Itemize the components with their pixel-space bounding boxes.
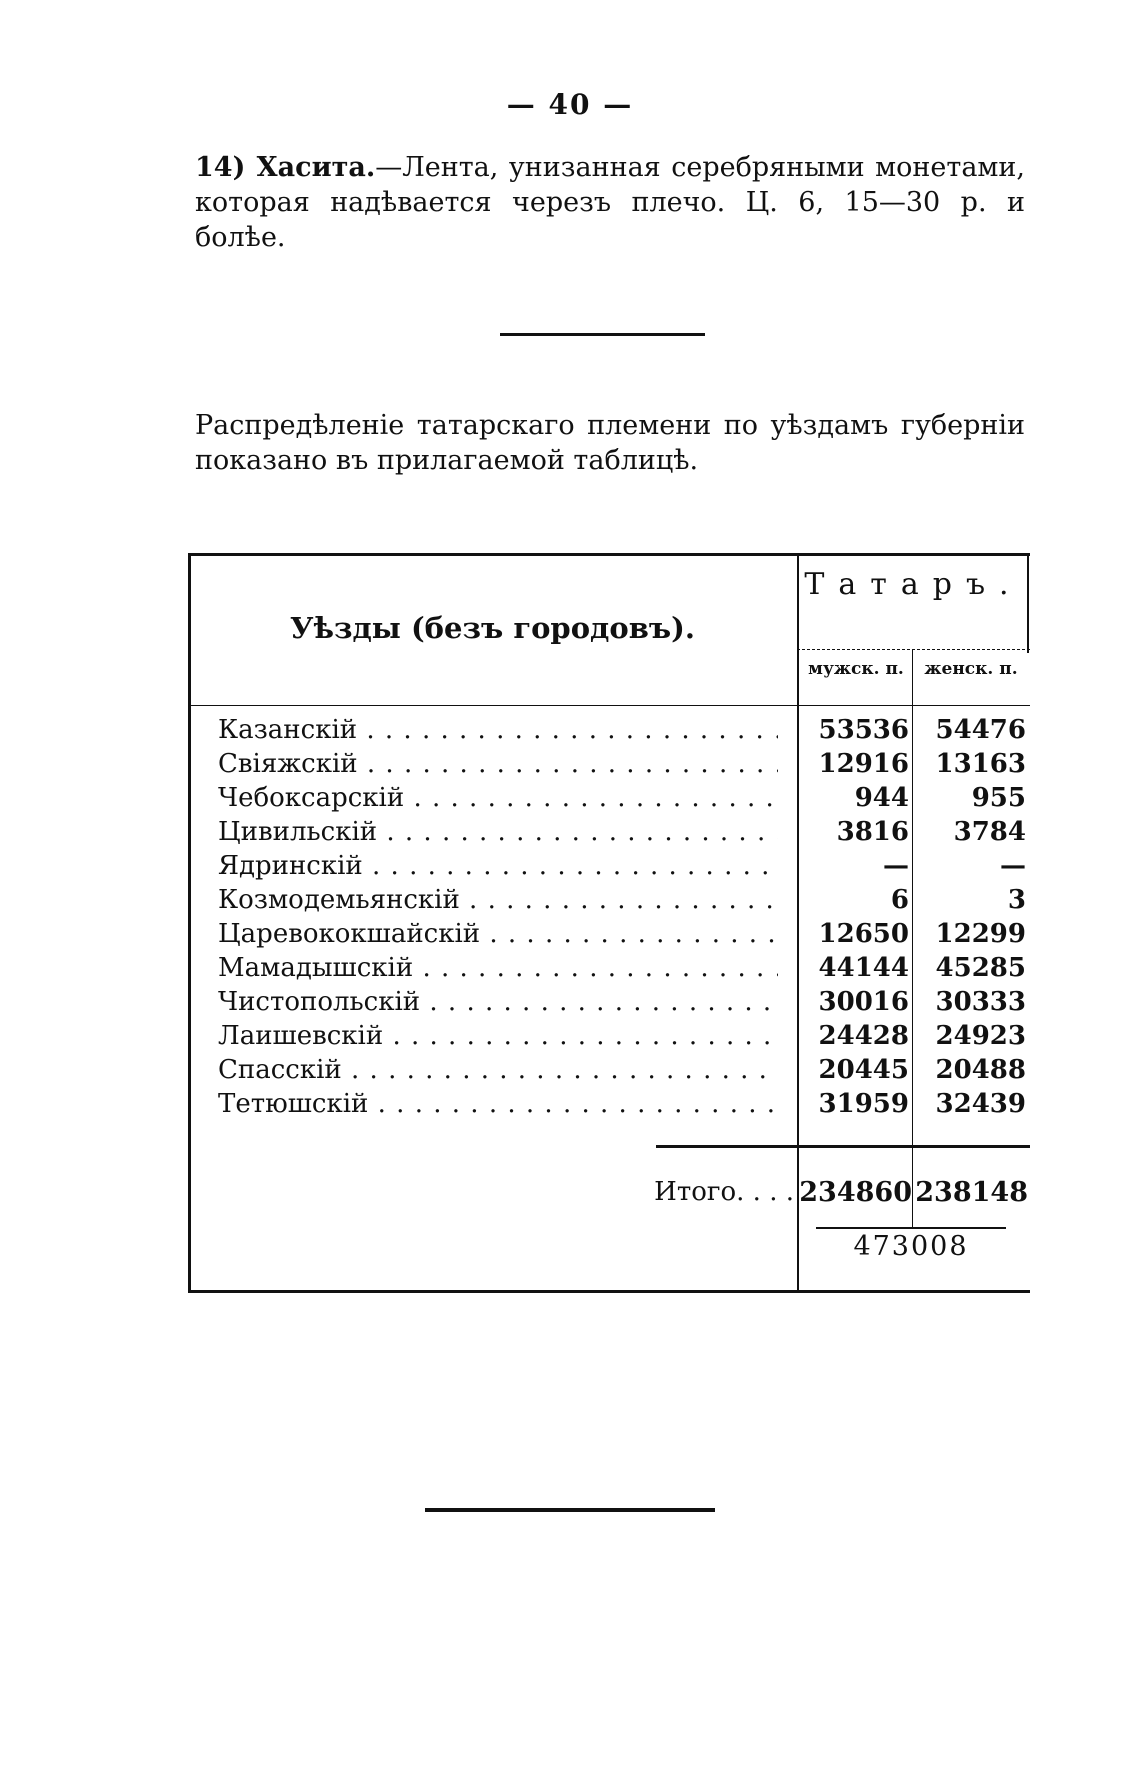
table-row [218,713,1028,747]
female-count: 955 [971,783,1026,813]
group-header-tatars: Татаръ. [804,567,1023,602]
male-count: 31959 [818,1089,909,1119]
district-name: Цивильскій . . . [218,815,778,849]
total-label: Итого. . . . [654,1177,794,1207]
table-row [218,1019,1028,1053]
female-count: 30333 [935,987,1026,1017]
female-count: 3 [1007,885,1026,915]
subheader-male: мужск. п. [808,659,904,679]
district-name: Чистопольскій . . . [218,985,778,1019]
male-count: 12650 [818,919,909,949]
male-count: — [883,851,909,881]
district-name: Тетюшскій . . . [218,1087,778,1121]
district-name: Чебоксарскій . . . [218,781,778,815]
section-divider [500,333,705,336]
male-count: 12916 [818,749,909,779]
female-count: 45285 [935,953,1026,983]
table-row [218,1053,1028,1087]
paragraph-lead: 14) Хасита. [195,152,376,183]
male-count: 20445 [818,1055,909,1085]
table-row [218,883,1028,917]
subheader-female: женск. п. [924,659,1018,679]
table-header-separator [188,705,1030,706]
female-count: — [1000,851,1026,881]
table-left-border [188,553,191,1293]
paragraph-text: —Лента, унизанная серебряными монетами, которая надѣвается черезъ плечо. Ц. 6, 15—30 р. и болѣе. [195,152,1025,253]
male-count: 24428 [818,1021,909,1051]
column-header-districts: Уѣзды (безъ городовъ). [290,611,695,645]
table-row [218,1087,1028,1121]
male-count: 30016 [818,987,909,1017]
male-count: 53536 [818,715,909,745]
female-count: 54476 [935,715,1026,745]
district-name: Козмодемьянскій . . . [218,883,778,917]
district-name: Спасскій . . . [218,1053,778,1087]
table-row [218,815,1028,849]
paragraph-distribution: Распредѣленіе татарскаго племени по уѣздамъ губерніи показано въ прилагаемой таблицѣ. [195,410,1025,476]
paragraph-hasita [195,150,1025,255]
district-name: Мамадышскій . . . [218,951,778,985]
district-name: Свіяжскій . . . [218,747,778,781]
male-count: 6 [890,885,909,915]
table-row [218,951,1028,985]
female-count: 13163 [935,749,1026,779]
total-separator-left [656,1145,797,1148]
table-bottom-border [188,1290,1030,1293]
male-count: 944 [854,783,909,813]
female-count: 32439 [935,1089,1026,1119]
district-name: Казанскій . . . [218,713,778,747]
male-count: 44144 [818,953,909,983]
district-name: Царевококшайскій . . . [218,917,778,951]
female-count: 20488 [935,1055,1026,1085]
female-count: 12299 [935,919,1026,949]
page-number: — 40 — [506,88,634,121]
table-row [218,781,1028,815]
grand-total-separator [816,1227,1006,1229]
female-count: 24923 [935,1021,1026,1051]
grand-total: 473008 [853,1231,969,1262]
table-row [218,985,1028,1019]
table-row [218,917,1028,951]
district-name: Ядринскій . . . [218,849,778,883]
table-row [218,849,1028,883]
total-female: 238148 [915,1177,1028,1208]
male-count: 3816 [836,817,909,847]
district-name: Лаишевскій . . . [218,1019,778,1053]
total-male: 234860 [799,1177,912,1208]
page-end-divider [425,1508,715,1512]
total-separator-right [797,1145,1030,1148]
table-row [218,747,1028,781]
female-count: 3784 [953,817,1026,847]
table-top-border [188,553,1030,556]
tatar-population-table [188,553,1030,1293]
table-subheader-separator [797,649,1030,650]
